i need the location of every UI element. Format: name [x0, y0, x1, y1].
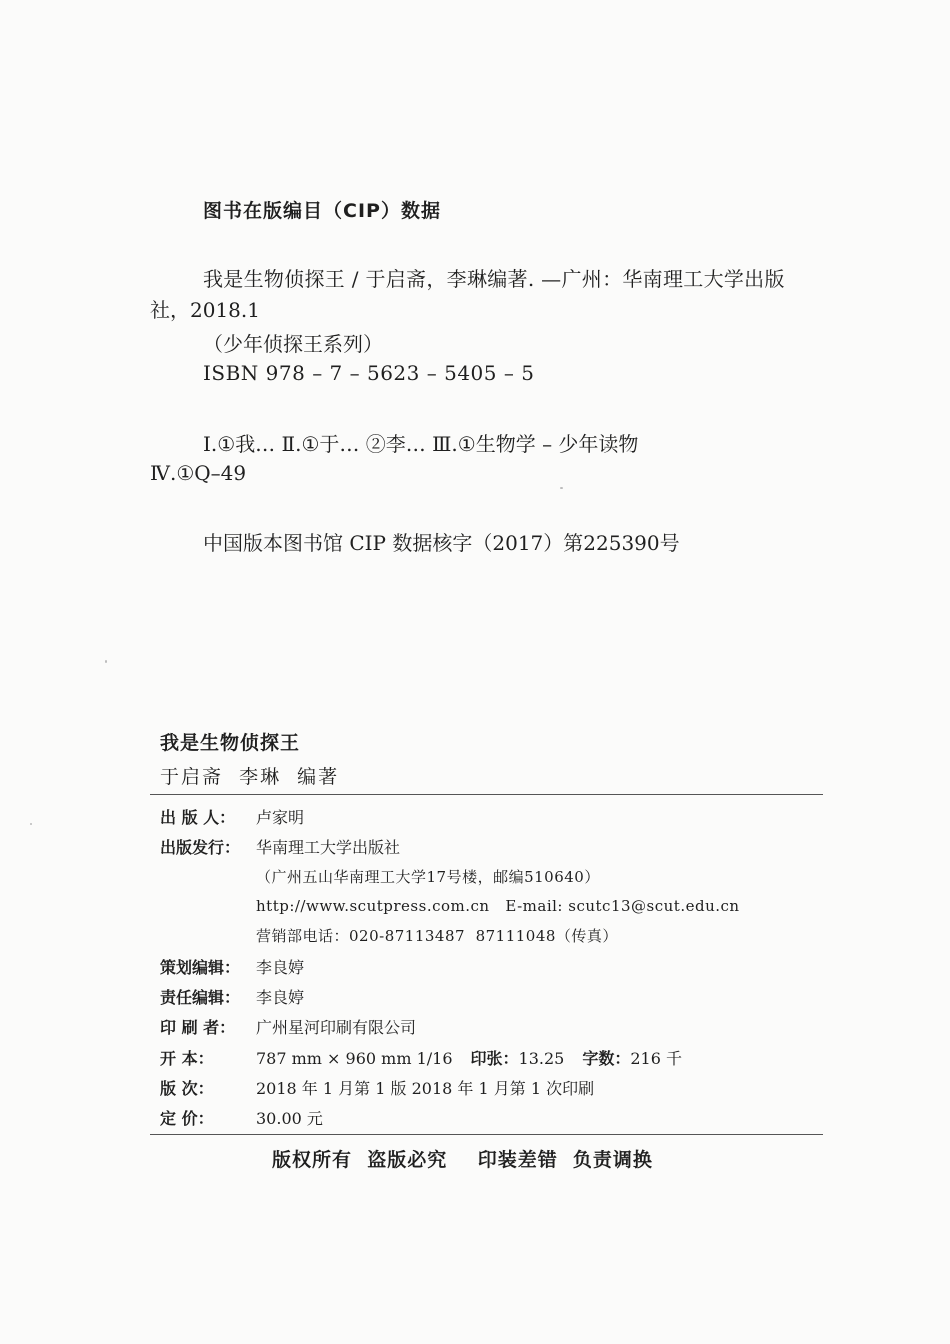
imprint-title: 我是生物侦探王 [160, 732, 301, 754]
paper-speck [105, 660, 107, 663]
sheets-label: 印张： [470, 1049, 519, 1068]
planning-editor-label: 策划编辑： [160, 958, 241, 977]
cip-isbn: ISBN 978 – 7 – 5623 – 5405 – 5 [203, 361, 535, 385]
imprint-authors: 于启斋 李琳 编著 [160, 766, 340, 788]
price-value: 30.00 元 [256, 1109, 323, 1128]
cip-classification: Ⅰ.①我… Ⅱ.①于… ②李… Ⅲ.①生物学 – 少年读物 [203, 432, 639, 456]
cip-classification-continued: Ⅳ.①Q–49 [150, 461, 247, 485]
printer-row [160, 1015, 416, 1037]
cip-record-number: 中国版本图书馆 CIP 数据核字（2017）第225390号 [203, 531, 680, 555]
divider-top [150, 794, 823, 795]
publisher-address: （广州五山华南理工大学17号楼，邮编510640） [256, 868, 600, 886]
edition-label: 版 次： [160, 1079, 214, 1098]
format-value: 787 mm × 960 mm 1/16 [256, 1049, 453, 1068]
publisher-person-label: 出 版 人： [160, 808, 236, 827]
responsible-editor-row [160, 985, 304, 1007]
paper-speck [30, 823, 32, 825]
paper-speck [560, 487, 563, 489]
format-row [160, 1046, 682, 1068]
distributor-label: 出版发行： [160, 838, 241, 857]
edition-row [160, 1076, 594, 1098]
cip-title-line-continued: 社，2018.1 [150, 298, 260, 322]
responsible-editor-label: 责任编辑： [160, 988, 241, 1007]
planning-editor-value: 李良婷 [256, 958, 305, 977]
sheets-value: 13.25 [518, 1049, 565, 1068]
words-value: 216 千 [630, 1049, 683, 1068]
divider-bottom [150, 1134, 823, 1135]
cip-heading: 图书在版编目（CIP）数据 [203, 200, 441, 222]
price-row [160, 1106, 323, 1128]
printer-value: 广州星河印刷有限公司 [256, 1018, 417, 1037]
printer-label: 印 刷 者： [160, 1018, 236, 1037]
price-label: 定 价： [160, 1109, 214, 1128]
planning-editor-row [160, 955, 304, 977]
publisher-web-email: http://www.scutpress.com.cn E-mail: scutc13@scut.edu.cn [256, 897, 740, 915]
copyright-notice: 版权所有 盗版必究 印装差错 负责调换 [272, 1149, 653, 1171]
publisher-phone: 营销部电话：020-87113487 87111048（传真） [256, 927, 618, 945]
cip-series: （少年侦探王系列） [203, 332, 383, 356]
distributor-value: 华南理工大学出版社 [256, 838, 401, 857]
publisher-person-value: 卢家明 [256, 808, 305, 827]
words-label: 字数： [582, 1049, 631, 1068]
publisher-person-row [160, 805, 304, 827]
distributor-row [160, 835, 400, 857]
responsible-editor-value: 李良婷 [256, 988, 305, 1007]
edition-value: 2018 年 1 月第 1 版 2018 年 1 月第 1 次印刷 [256, 1079, 595, 1098]
format-label: 开 本： [160, 1049, 214, 1068]
cip-title-line: 我是生物侦探王 / 于启斋，李琳编著. —广州：华南理工大学出版 [203, 267, 785, 291]
